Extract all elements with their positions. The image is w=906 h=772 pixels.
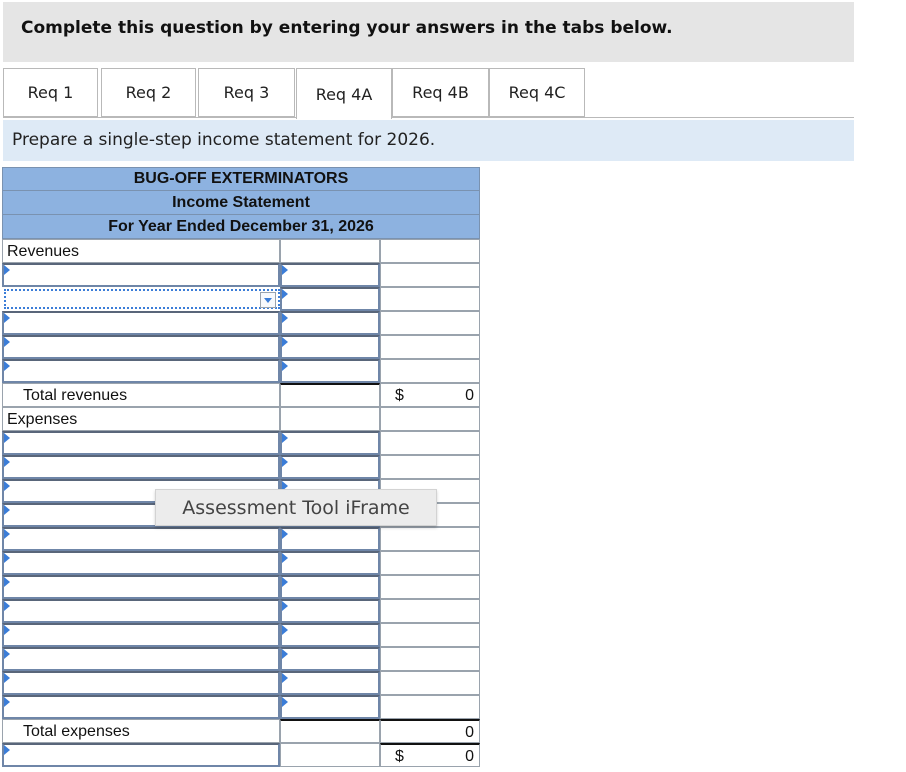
expenses-label: Expenses xyxy=(7,411,78,428)
banner-text: Complete this question by entering your answers in the tabs below. xyxy=(21,18,673,38)
total-expenses-value: 0 xyxy=(465,724,474,741)
instructions-banner xyxy=(3,2,854,62)
net-income-row xyxy=(2,743,480,767)
expense-account-input[interactable] xyxy=(2,695,280,719)
expense-row xyxy=(2,671,480,695)
expense-account-input[interactable] xyxy=(2,599,280,623)
tab-req-1[interactable]: Req 1 xyxy=(3,68,98,117)
expense-amount-input[interactable] xyxy=(280,671,380,695)
revenue-amount-input[interactable] xyxy=(280,263,380,287)
expense-account-input[interactable] xyxy=(2,647,280,671)
revenues-label: Revenues xyxy=(7,243,80,260)
instruction-text: Prepare a single-step income statement for 2026. xyxy=(12,130,436,150)
net-income-label-input[interactable] xyxy=(2,743,280,767)
total-revenues-label: Total revenues xyxy=(23,387,128,404)
revenue-row xyxy=(2,263,480,287)
expense-amount-input[interactable] xyxy=(280,695,380,719)
expense-account-input[interactable] xyxy=(2,431,280,455)
expense-amount-input[interactable] xyxy=(280,599,380,623)
expense-account-input[interactable] xyxy=(2,671,280,695)
tab-req-4c[interactable]: Req 4C xyxy=(489,68,585,117)
total-expenses-label: Total expenses xyxy=(23,723,130,740)
expense-row xyxy=(2,623,480,647)
expense-row xyxy=(2,455,480,479)
expense-row xyxy=(2,551,480,575)
chevron-down-icon[interactable] xyxy=(260,292,276,308)
expense-amount-input[interactable] xyxy=(280,623,380,647)
revenue-account-dropdown[interactable] xyxy=(4,289,280,309)
statement-title: Income Statement xyxy=(2,191,480,215)
expense-amount-input[interactable] xyxy=(280,431,380,455)
net-income-value: 0 xyxy=(465,748,474,765)
currency-symbol: $ xyxy=(395,748,404,765)
expense-amount-input[interactable] xyxy=(280,455,380,479)
total-expenses-row xyxy=(2,719,480,743)
revenues-heading-row xyxy=(2,239,480,263)
revenue-amount-input[interactable] xyxy=(280,287,380,311)
expense-row xyxy=(2,575,480,599)
tab-req-2[interactable]: Req 2 xyxy=(101,68,196,117)
revenue-amount-input[interactable] xyxy=(280,335,380,359)
expense-row xyxy=(2,527,480,551)
expense-account-input[interactable] xyxy=(2,623,280,647)
currency-symbol: $ xyxy=(395,387,404,404)
expense-account-input[interactable] xyxy=(2,551,280,575)
instruction-bar xyxy=(3,120,854,161)
expense-row xyxy=(2,695,480,719)
expense-account-input[interactable] xyxy=(2,575,280,599)
expense-row xyxy=(2,647,480,671)
company-name: BUG-OFF EXTERMINATORS xyxy=(2,167,480,191)
revenue-row xyxy=(2,287,480,311)
expenses-heading-row xyxy=(2,407,480,431)
revenue-account-input[interactable] xyxy=(2,263,280,287)
revenue-amount-input[interactable] xyxy=(280,359,380,383)
total-revenues-row xyxy=(2,383,480,407)
tab-req-3[interactable]: Req 3 xyxy=(198,68,295,117)
revenue-account-input[interactable] xyxy=(2,335,280,359)
tab-req-4b[interactable]: Req 4B xyxy=(392,68,489,117)
revenue-account-input[interactable] xyxy=(2,359,280,383)
expense-amount-input[interactable] xyxy=(280,647,380,671)
total-revenues-value: 0 xyxy=(465,387,474,404)
expense-amount-input[interactable] xyxy=(280,527,380,551)
income-statement-sheet xyxy=(2,167,480,767)
revenue-row xyxy=(2,335,480,359)
expense-account-input[interactable] xyxy=(2,455,280,479)
tab-req-4a[interactable]: Req 4A xyxy=(296,68,392,119)
expense-amount-input[interactable] xyxy=(280,551,380,575)
revenue-account-input[interactable] xyxy=(2,311,280,335)
expense-row xyxy=(2,431,480,455)
revenue-amount-input[interactable] xyxy=(280,311,380,335)
statement-period: For Year Ended December 31, 2026 xyxy=(2,215,480,239)
revenue-row xyxy=(2,359,480,383)
assessment-iframe-label: Assessment Tool iFrame xyxy=(155,489,437,526)
tabs-divider xyxy=(3,117,854,118)
expense-row xyxy=(2,599,480,623)
expense-account-input[interactable] xyxy=(2,527,280,551)
revenue-row xyxy=(2,311,480,335)
expense-amount-input[interactable] xyxy=(280,575,380,599)
